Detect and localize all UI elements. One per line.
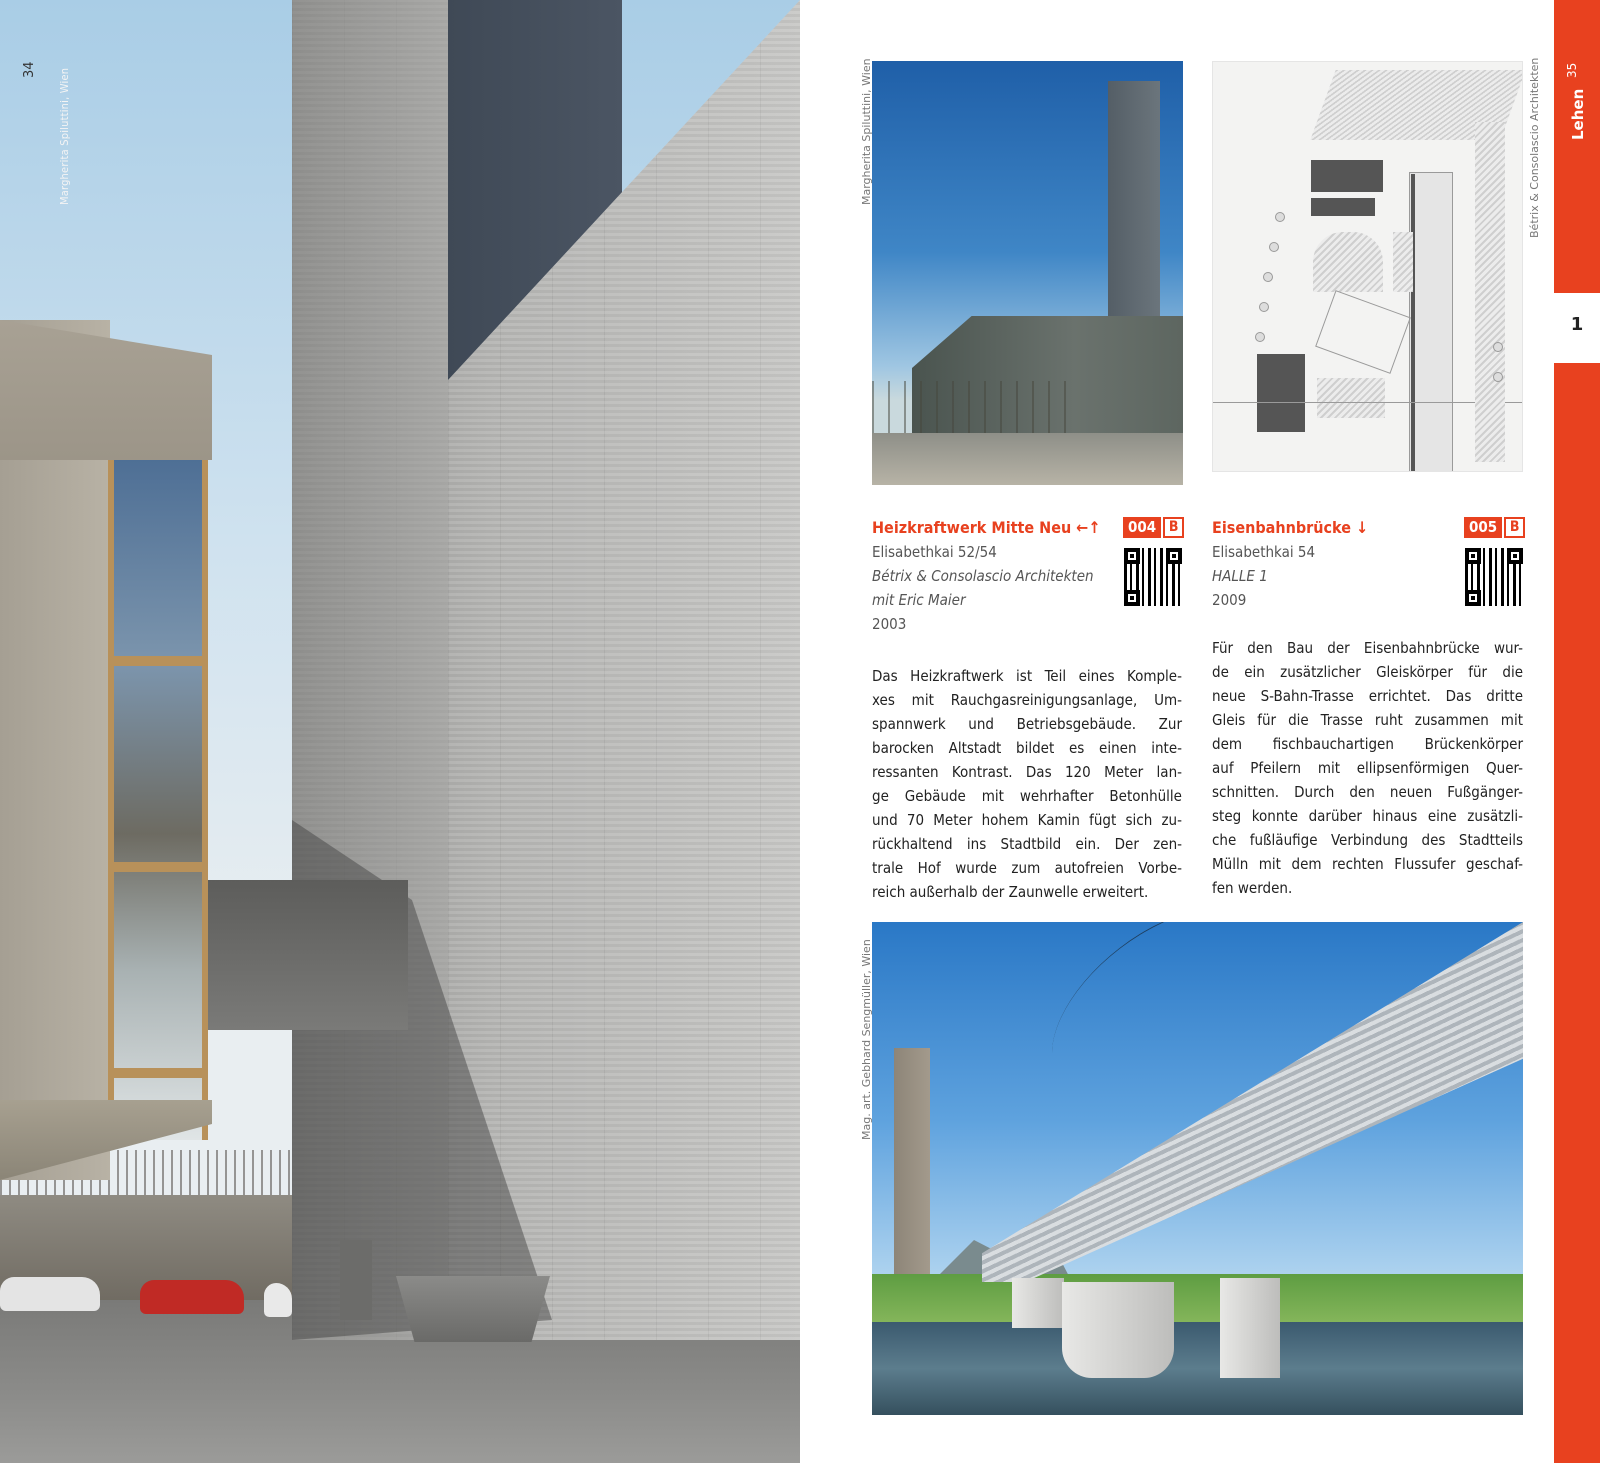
page-number-left: 34 bbox=[22, 61, 37, 78]
heizkraftwerk-photo bbox=[872, 61, 1183, 485]
plan-building bbox=[1257, 354, 1305, 432]
skip-container bbox=[396, 1276, 550, 1342]
qr-code-icon[interactable] bbox=[1124, 548, 1182, 606]
entry-004-description bbox=[872, 664, 1182, 904]
page-number-right: 35 bbox=[1565, 62, 1579, 78]
entry-004-badge bbox=[1123, 517, 1184, 538]
text-line: rückhaltend ins Stadtbild ein. Der zen- bbox=[872, 835, 1182, 853]
zone-letter: B bbox=[1163, 517, 1184, 538]
plan-building bbox=[1311, 160, 1383, 192]
photo-credit-bridge: Mag. art. Gebhard Sengmüller, Wien bbox=[860, 939, 873, 1140]
facade-door bbox=[340, 1240, 372, 1320]
entry-number: 005 bbox=[1464, 517, 1502, 538]
plan-hatched-area bbox=[1475, 122, 1505, 462]
plan-tree bbox=[1269, 242, 1279, 252]
parked-car bbox=[0, 1277, 100, 1311]
text-line: Mülln mit dem rechten Flussufer geschaf- bbox=[1212, 855, 1523, 873]
text-line: schnitten. Durch den neuen Fußgänger- bbox=[1212, 783, 1523, 801]
entry-number: 004 bbox=[1123, 517, 1161, 538]
text-line: spannwerk und Betriebsgebäude. Zur bbox=[872, 715, 1182, 733]
parked-car bbox=[140, 1280, 244, 1314]
text-line: trale Hof wurde zum autofreien Vorbe- bbox=[872, 859, 1182, 877]
plan-hatched-area bbox=[1313, 232, 1383, 292]
text-line: ressanten Kontrast. Das 120 Meter lan- bbox=[872, 763, 1182, 781]
window-frames bbox=[108, 460, 208, 1140]
text-line: reich außerhalb der Zaunwelle erweitert. bbox=[872, 883, 1149, 901]
plan-tree bbox=[1493, 372, 1503, 382]
entry-architect: Bétrix & Consolascio Architekten bbox=[872, 567, 1094, 585]
photo-credit-plan: Bétrix & Consolascio Architekten bbox=[1528, 57, 1541, 238]
photo-credit-heizkraftwerk: Margherita Spiluttini, Wien bbox=[860, 58, 873, 205]
street bbox=[872, 433, 1183, 485]
text-line: Für den Bau der Eisenbahnbrücke wur- bbox=[1212, 639, 1523, 657]
eisenbahnbruecke-photo bbox=[872, 922, 1523, 1415]
text-line: barocken Altstadt bildet es einen inte- bbox=[872, 739, 1182, 757]
connecting-bridge bbox=[208, 880, 408, 1030]
text-line: ge Gebäude mit wehrhafter Betonhülle bbox=[872, 787, 1182, 805]
zone-letter: B bbox=[1504, 517, 1525, 538]
entry-005-title: Eisenbahnbrücke ↓ bbox=[1212, 518, 1369, 537]
text-line: dem fischbauchartigen Brückenkörper bbox=[1212, 735, 1523, 753]
text-line: Das Heizkraftwerk ist Teil eines Komple- bbox=[872, 667, 1182, 685]
text-line: Gleis für die Trasse ruht zusammen mit bbox=[1212, 711, 1523, 729]
entry-architect-collaborator: mit Eric Maier bbox=[872, 591, 966, 609]
text-line: fen werden. bbox=[1212, 879, 1293, 897]
plan-tree bbox=[1493, 342, 1503, 352]
entry-year: 2003 bbox=[872, 615, 907, 633]
entry-005-meta bbox=[1212, 540, 1452, 612]
plan-hatched-area bbox=[1393, 232, 1413, 292]
bridge-pier bbox=[1220, 1278, 1280, 1378]
entry-004-meta bbox=[872, 540, 1112, 636]
plan-tree bbox=[1275, 212, 1285, 222]
chapter-number: 1 bbox=[1570, 314, 1584, 335]
plan-tree bbox=[1255, 332, 1265, 342]
text-line: che fußläufige Verbindung des Stadtteils bbox=[1212, 831, 1523, 849]
entry-address: Elisabethkai 54 bbox=[1212, 543, 1316, 561]
text-line: steg konnte darüber hinaus eine zusätzli- bbox=[1212, 807, 1523, 825]
district-label: Lehen bbox=[1569, 88, 1587, 140]
chimney-tower bbox=[894, 1048, 930, 1298]
photo-credit-left: Margherita Spiluttini, Wien bbox=[58, 67, 71, 205]
entry-005-badge bbox=[1464, 517, 1525, 538]
plan-long-building bbox=[1409, 172, 1453, 472]
entry-year: 2009 bbox=[1212, 591, 1247, 609]
qr-code-icon[interactable] bbox=[1465, 548, 1523, 606]
text-line: xes mit Rauchgasreinigungsanlage, Um- bbox=[872, 691, 1182, 709]
parked-car bbox=[264, 1283, 292, 1317]
river bbox=[872, 1322, 1523, 1415]
text-line: neue S-Bahn-Trasse errichtet. Das dritte bbox=[1212, 687, 1523, 705]
riverbank bbox=[872, 1274, 1523, 1322]
text-line: und 70 Meter hohem Kamin fügt sich zu- bbox=[872, 811, 1182, 829]
plan-building bbox=[1311, 198, 1375, 216]
bridge-pier bbox=[1012, 1278, 1064, 1328]
plan-tree bbox=[1263, 272, 1273, 282]
entry-address: Elisabethkai 52/54 bbox=[872, 543, 997, 561]
bridge-pier bbox=[1062, 1282, 1174, 1378]
site-plan bbox=[1212, 61, 1523, 472]
plan-outline bbox=[1315, 290, 1411, 374]
qr-marker bbox=[1130, 554, 1134, 558]
qr-marker bbox=[1471, 554, 1475, 558]
text-line: auf Pfeilern mit ellipsenförmigen Quer- bbox=[1212, 759, 1523, 777]
entry-004-title: Heizkraftwerk Mitte Neu ←↑ bbox=[872, 518, 1101, 537]
plan-tree bbox=[1259, 302, 1269, 312]
plan-wall bbox=[1411, 174, 1415, 472]
chapter-tab bbox=[1554, 0, 1600, 1463]
plan-hatched-area bbox=[1317, 378, 1385, 418]
entry-architect: HALLE 1 bbox=[1212, 567, 1268, 585]
entry-005-description bbox=[1212, 636, 1523, 900]
text-line: de ein zusätzlicher Gleiskörper für die bbox=[1212, 663, 1523, 681]
